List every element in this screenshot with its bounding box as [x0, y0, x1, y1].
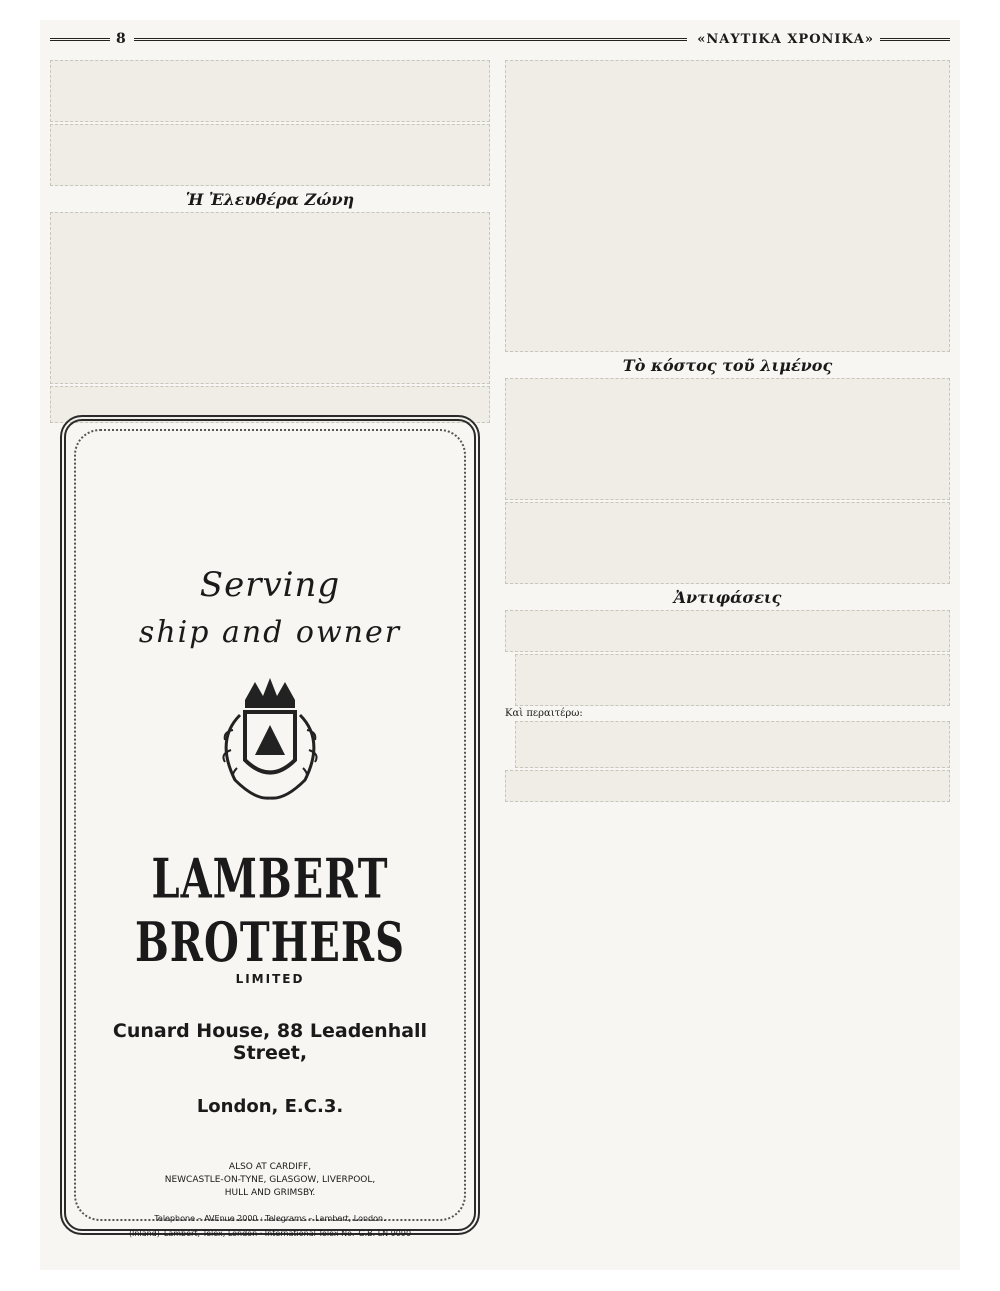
port-cost-paragraph	[505, 502, 950, 584]
closing-paragraph	[505, 770, 950, 802]
ad-content	[90, 445, 450, 1238]
section-heading-free-zone: Ἡ Ἐλευθέρα Ζώνη	[185, 190, 355, 209]
ad-tagline-ship-and-owner: ship and owner	[138, 615, 402, 650]
header-rule-left	[50, 38, 110, 41]
ad-branch-line: ALSO AT CARDIFF,	[228, 1162, 312, 1172]
lead-paragraph	[50, 124, 490, 186]
ad-telex-line: (Inland)–Lambert, Telex, London · International Telex No.–G.B. LN 9090	[128, 1228, 412, 1238]
quote-block	[515, 654, 950, 706]
continuation-label: Καὶ περαιτέρω:	[505, 708, 583, 719]
ad-company-name: LAMBERT BROTHERS	[134, 847, 406, 975]
ad-address-city: London, E.C.3.	[196, 1096, 344, 1117]
left-column	[50, 60, 490, 425]
contradictions-intro	[505, 610, 950, 652]
ad-address-street: Cunard House, 88 Leadenhall Street,	[112, 1020, 428, 1064]
ad-branch-line: NEWCASTLE-ON-TYNE, GLASGOW, LIVERPOOL,	[164, 1175, 376, 1186]
ad-contact-info	[90, 1212, 450, 1241]
crown-crest-icon	[205, 670, 335, 820]
free-zone-paragraph	[50, 212, 490, 384]
header-rule-middle	[134, 38, 688, 41]
continuation-paragraph	[505, 60, 950, 352]
page-number: 8	[116, 31, 126, 47]
ad-tagline-serving: Serving	[199, 565, 341, 605]
newspaper-page	[40, 20, 960, 1270]
journal-title: «ΝΑΥΤΙΚΑ ΧΡΟΝΙΚΑ»	[697, 31, 874, 47]
quote-block	[515, 721, 950, 768]
section-heading-port-cost: Τὸ κόστος τοῦ λιμένος	[622, 356, 833, 375]
right-column	[505, 60, 950, 804]
section-heading-contradictions: Ἀντιφάσεις	[673, 588, 782, 607]
page-header	[50, 28, 950, 50]
lambert-brothers-advertisement	[60, 415, 480, 1238]
ad-company-suffix: LIMITED	[235, 972, 305, 986]
quoted-text	[515, 721, 950, 768]
ad-branch-offices	[90, 1161, 450, 1200]
header-rule-right	[880, 38, 950, 41]
port-cost-paragraph	[505, 378, 950, 500]
quoted-text	[515, 654, 950, 706]
ad-branch-line: HULL AND GRIMSBY.	[224, 1188, 316, 1199]
ad-telephone-line: Telephone – AVEnue 2000 · Telegrams – Lambert, London.	[154, 1214, 386, 1224]
lead-paragraph	[50, 60, 490, 122]
